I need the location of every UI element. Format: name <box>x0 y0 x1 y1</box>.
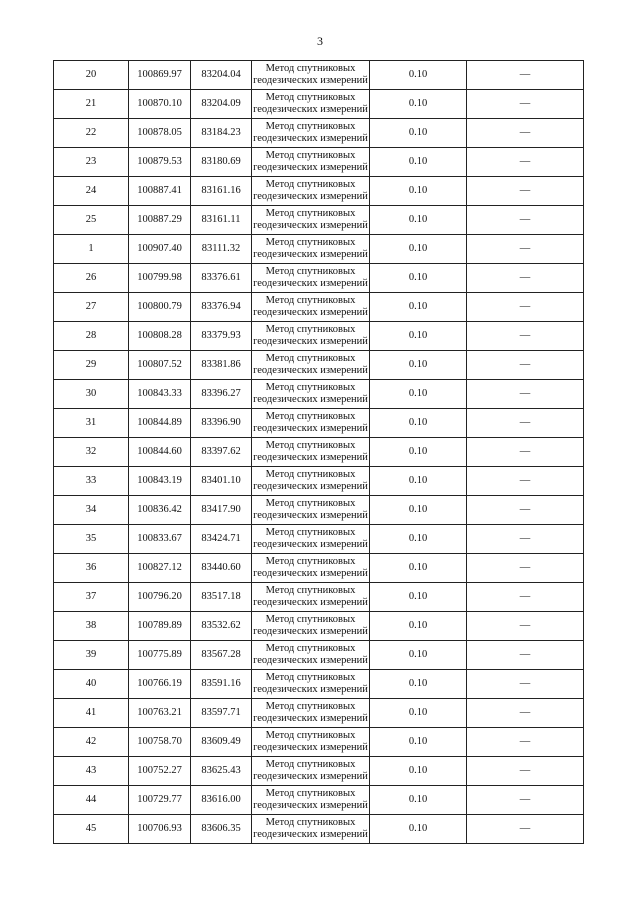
point-number-cell: 44 <box>54 786 129 815</box>
y-coordinate-cell: 83161.11 <box>191 206 252 235</box>
point-number-cell: 39 <box>54 641 129 670</box>
table-row <box>54 235 584 264</box>
description-cell: — <box>467 235 584 264</box>
y-coordinate-cell: 83379.93 <box>191 322 252 351</box>
description-cell: — <box>467 322 584 351</box>
accuracy-cell: 0.10 <box>370 467 467 496</box>
method-cell <box>252 728 370 757</box>
method-cell <box>252 786 370 815</box>
method-cell <box>252 380 370 409</box>
method-line-2: геодезических измерений <box>253 829 368 840</box>
method-line-1: Метод спутниковых <box>265 759 356 770</box>
accuracy-cell: 0.10 <box>370 322 467 351</box>
method-cell <box>252 148 370 177</box>
x-coordinate-cell: 100843.19 <box>129 467 191 496</box>
coordinates-table <box>53 60 584 844</box>
y-coordinate-cell: 83401.10 <box>191 467 252 496</box>
x-coordinate-cell: 100844.89 <box>129 409 191 438</box>
method-cell <box>252 583 370 612</box>
method-line-2: геодезических измерений <box>253 75 368 86</box>
table-row <box>54 525 584 554</box>
method-line-2: геодезических измерений <box>253 510 368 521</box>
method-line-2: геодезических измерений <box>253 713 368 724</box>
point-number-cell: 36 <box>54 554 129 583</box>
method-cell <box>252 670 370 699</box>
accuracy-cell: 0.10 <box>370 177 467 206</box>
method-line-2: геодезических измерений <box>253 133 368 144</box>
method-line-1: Метод спутниковых <box>265 498 356 509</box>
x-coordinate-cell: 100827.12 <box>129 554 191 583</box>
point-number-cell: 35 <box>54 525 129 554</box>
description-cell: — <box>467 496 584 525</box>
x-coordinate-cell: 100907.40 <box>129 235 191 264</box>
accuracy-cell: 0.10 <box>370 612 467 641</box>
x-coordinate-cell: 100833.67 <box>129 525 191 554</box>
description-cell: — <box>467 264 584 293</box>
description-cell: — <box>467 583 584 612</box>
point-number-cell: 41 <box>54 699 129 728</box>
table-row <box>54 641 584 670</box>
method-line-1: Метод спутниковых <box>265 63 356 74</box>
description-cell: — <box>467 380 584 409</box>
x-coordinate-cell: 100789.89 <box>129 612 191 641</box>
accuracy-cell: 0.10 <box>370 90 467 119</box>
point-number-cell: 31 <box>54 409 129 438</box>
method-line-1: Метод спутниковых <box>265 440 356 451</box>
table-row <box>54 699 584 728</box>
accuracy-cell: 0.10 <box>370 786 467 815</box>
method-line-1: Метод спутниковых <box>265 208 356 219</box>
description-cell: — <box>467 61 584 90</box>
description-cell: — <box>467 525 584 554</box>
accuracy-cell: 0.10 <box>370 554 467 583</box>
table-row <box>54 612 584 641</box>
accuracy-cell: 0.10 <box>370 728 467 757</box>
y-coordinate-cell: 83625.43 <box>191 757 252 786</box>
method-line-2: геодезических измерений <box>253 539 368 550</box>
y-coordinate-cell: 83376.61 <box>191 264 252 293</box>
x-coordinate-cell: 100887.29 <box>129 206 191 235</box>
method-line-1: Метод спутниковых <box>265 585 356 596</box>
description-cell: — <box>467 90 584 119</box>
method-line-2: геодезических измерений <box>253 568 368 579</box>
method-line-1: Метод спутниковых <box>265 730 356 741</box>
point-number-cell: 34 <box>54 496 129 525</box>
table-row <box>54 670 584 699</box>
method-line-2: геодезических измерений <box>253 771 368 782</box>
method-cell <box>252 612 370 641</box>
method-line-2: геодезических измерений <box>253 597 368 608</box>
method-line-1: Метод спутниковых <box>265 295 356 306</box>
description-cell: — <box>467 612 584 641</box>
accuracy-cell: 0.10 <box>370 438 467 467</box>
description-cell: — <box>467 177 584 206</box>
table-row <box>54 728 584 757</box>
method-line-2: геодезических измерений <box>253 249 368 260</box>
y-coordinate-cell: 83532.62 <box>191 612 252 641</box>
y-coordinate-cell: 83397.62 <box>191 438 252 467</box>
table-row <box>54 583 584 612</box>
method-line-2: геодезических измерений <box>253 394 368 405</box>
point-number-cell: 23 <box>54 148 129 177</box>
method-line-1: Метод спутниковых <box>265 788 356 799</box>
y-coordinate-cell: 83180.69 <box>191 148 252 177</box>
method-line-2: геодезических измерений <box>253 278 368 289</box>
y-coordinate-cell: 83591.16 <box>191 670 252 699</box>
x-coordinate-cell: 100808.28 <box>129 322 191 351</box>
method-cell <box>252 496 370 525</box>
description-cell: — <box>467 786 584 815</box>
y-coordinate-cell: 83376.94 <box>191 293 252 322</box>
y-coordinate-cell: 83606.35 <box>191 815 252 844</box>
method-cell <box>252 90 370 119</box>
page-number: 3 <box>317 34 323 48</box>
method-line-2: геодезических измерений <box>253 452 368 463</box>
description-cell: — <box>467 815 584 844</box>
description-cell: — <box>467 728 584 757</box>
point-number-cell: 43 <box>54 757 129 786</box>
x-coordinate-cell: 100763.21 <box>129 699 191 728</box>
y-coordinate-cell: 83424.71 <box>191 525 252 554</box>
x-coordinate-cell: 100869.97 <box>129 61 191 90</box>
method-line-2: геодезических измерений <box>253 800 368 811</box>
method-line-1: Метод спутниковых <box>265 643 356 654</box>
method-line-2: геодезических измерений <box>253 336 368 347</box>
y-coordinate-cell: 83204.04 <box>191 61 252 90</box>
accuracy-cell: 0.10 <box>370 641 467 670</box>
x-coordinate-cell: 100729.77 <box>129 786 191 815</box>
accuracy-cell: 0.10 <box>370 409 467 438</box>
y-coordinate-cell: 83567.28 <box>191 641 252 670</box>
method-line-2: геодезических измерений <box>253 307 368 318</box>
point-number-cell: 26 <box>54 264 129 293</box>
table-row <box>54 322 584 351</box>
x-coordinate-cell: 100870.10 <box>129 90 191 119</box>
method-line-2: геодезических измерений <box>253 423 368 434</box>
method-line-1: Метод спутниковых <box>265 411 356 422</box>
accuracy-cell: 0.10 <box>370 293 467 322</box>
x-coordinate-cell: 100758.70 <box>129 728 191 757</box>
method-line-1: Метод спутниковых <box>265 614 356 625</box>
method-cell <box>252 467 370 496</box>
table-row <box>54 148 584 177</box>
point-number-cell: 40 <box>54 670 129 699</box>
method-line-1: Метод спутниковых <box>265 817 356 828</box>
point-number-cell: 22 <box>54 119 129 148</box>
point-number-cell: 29 <box>54 351 129 380</box>
method-line-1: Метод спутниковых <box>265 324 356 335</box>
y-coordinate-cell: 83184.23 <box>191 119 252 148</box>
point-number-cell: 45 <box>54 815 129 844</box>
table-row <box>54 786 584 815</box>
y-coordinate-cell: 83204.09 <box>191 90 252 119</box>
table-row <box>54 61 584 90</box>
x-coordinate-cell: 100796.20 <box>129 583 191 612</box>
description-cell: — <box>467 641 584 670</box>
y-coordinate-cell: 83440.60 <box>191 554 252 583</box>
accuracy-cell: 0.10 <box>370 264 467 293</box>
method-cell <box>252 177 370 206</box>
table-row <box>54 293 584 322</box>
table-row <box>54 757 584 786</box>
accuracy-cell: 0.10 <box>370 757 467 786</box>
point-number-cell: 33 <box>54 467 129 496</box>
table-row <box>54 496 584 525</box>
method-line-1: Метод спутниковых <box>265 266 356 277</box>
method-line-1: Метод спутниковых <box>265 179 356 190</box>
x-coordinate-cell: 100887.41 <box>129 177 191 206</box>
method-line-2: геодезических измерений <box>253 191 368 202</box>
table-row <box>54 409 584 438</box>
accuracy-cell: 0.10 <box>370 525 467 554</box>
method-cell <box>252 757 370 786</box>
description-cell: — <box>467 670 584 699</box>
table-row <box>54 119 584 148</box>
point-number-cell: 28 <box>54 322 129 351</box>
method-line-1: Метод спутниковых <box>265 469 356 480</box>
point-number-cell: 30 <box>54 380 129 409</box>
x-coordinate-cell: 100807.52 <box>129 351 191 380</box>
method-cell <box>252 293 370 322</box>
method-cell <box>252 554 370 583</box>
point-number-cell: 42 <box>54 728 129 757</box>
description-cell: — <box>467 757 584 786</box>
accuracy-cell: 0.10 <box>370 583 467 612</box>
table-row <box>54 380 584 409</box>
description-cell: — <box>467 206 584 235</box>
point-number-cell: 1 <box>54 235 129 264</box>
method-line-1: Метод спутниковых <box>265 353 356 364</box>
method-line-1: Метод спутниковых <box>265 237 356 248</box>
method-cell <box>252 815 370 844</box>
accuracy-cell: 0.10 <box>370 496 467 525</box>
x-coordinate-cell: 100844.60 <box>129 438 191 467</box>
table-row <box>54 264 584 293</box>
description-cell: — <box>467 699 584 728</box>
point-number-cell: 37 <box>54 583 129 612</box>
y-coordinate-cell: 83417.90 <box>191 496 252 525</box>
method-cell <box>252 351 370 380</box>
description-cell: — <box>467 351 584 380</box>
accuracy-cell: 0.10 <box>370 235 467 264</box>
method-cell <box>252 322 370 351</box>
point-number-cell: 24 <box>54 177 129 206</box>
x-coordinate-cell: 100706.93 <box>129 815 191 844</box>
y-coordinate-cell: 83161.16 <box>191 177 252 206</box>
accuracy-cell: 0.10 <box>370 206 467 235</box>
table-row <box>54 815 584 844</box>
y-coordinate-cell: 83396.90 <box>191 409 252 438</box>
method-line-2: геодезических измерений <box>253 365 368 376</box>
accuracy-cell: 0.10 <box>370 670 467 699</box>
method-line-1: Метод спутниковых <box>265 150 356 161</box>
x-coordinate-cell: 100752.27 <box>129 757 191 786</box>
table-row <box>54 351 584 380</box>
method-line-1: Метод спутниковых <box>265 556 356 567</box>
method-cell <box>252 438 370 467</box>
x-coordinate-cell: 100836.42 <box>129 496 191 525</box>
description-cell: — <box>467 554 584 583</box>
method-cell <box>252 264 370 293</box>
table-row <box>54 177 584 206</box>
point-number-cell: 21 <box>54 90 129 119</box>
y-coordinate-cell: 83597.71 <box>191 699 252 728</box>
method-line-2: геодезических измерений <box>253 162 368 173</box>
method-line-1: Метод спутниковых <box>265 382 356 393</box>
method-line-2: геодезических измерений <box>253 481 368 492</box>
method-cell <box>252 119 370 148</box>
table-row <box>54 467 584 496</box>
method-cell <box>252 641 370 670</box>
table-row <box>54 90 584 119</box>
x-coordinate-cell: 100878.05 <box>129 119 191 148</box>
description-cell: — <box>467 438 584 467</box>
description-cell: — <box>467 119 584 148</box>
method-line-2: геодезических измерений <box>253 684 368 695</box>
method-line-2: геодезических измерений <box>253 104 368 115</box>
x-coordinate-cell: 100800.79 <box>129 293 191 322</box>
x-coordinate-cell: 100775.89 <box>129 641 191 670</box>
accuracy-cell: 0.10 <box>370 815 467 844</box>
method-line-2: геодезических измерений <box>253 220 368 231</box>
method-line-2: геодезических измерений <box>253 742 368 753</box>
accuracy-cell: 0.10 <box>370 380 467 409</box>
description-cell: — <box>467 467 584 496</box>
method-line-1: Метод спутниковых <box>265 121 356 132</box>
method-line-1: Метод спутниковых <box>265 527 356 538</box>
method-cell <box>252 61 370 90</box>
y-coordinate-cell: 83381.86 <box>191 351 252 380</box>
method-cell <box>252 206 370 235</box>
method-line-2: геодезических измерений <box>253 626 368 637</box>
method-cell <box>252 409 370 438</box>
y-coordinate-cell: 83609.49 <box>191 728 252 757</box>
coordinates-table-body <box>54 61 584 844</box>
description-cell: — <box>467 148 584 177</box>
accuracy-cell: 0.10 <box>370 148 467 177</box>
table-row <box>54 438 584 467</box>
x-coordinate-cell: 100879.53 <box>129 148 191 177</box>
x-coordinate-cell: 100843.33 <box>129 380 191 409</box>
description-cell: — <box>467 293 584 322</box>
point-number-cell: 38 <box>54 612 129 641</box>
accuracy-cell: 0.10 <box>370 699 467 728</box>
table-row <box>54 554 584 583</box>
y-coordinate-cell: 83517.18 <box>191 583 252 612</box>
point-number-cell: 25 <box>54 206 129 235</box>
y-coordinate-cell: 83111.32 <box>191 235 252 264</box>
accuracy-cell: 0.10 <box>370 119 467 148</box>
accuracy-cell: 0.10 <box>370 351 467 380</box>
accuracy-cell: 0.10 <box>370 61 467 90</box>
method-cell <box>252 525 370 554</box>
method-line-1: Метод спутниковых <box>265 672 356 683</box>
x-coordinate-cell: 100766.19 <box>129 670 191 699</box>
point-number-cell: 20 <box>54 61 129 90</box>
description-cell: — <box>467 409 584 438</box>
method-cell <box>252 235 370 264</box>
method-line-1: Метод спутниковых <box>265 92 356 103</box>
x-coordinate-cell: 100799.98 <box>129 264 191 293</box>
point-number-cell: 27 <box>54 293 129 322</box>
method-cell <box>252 699 370 728</box>
y-coordinate-cell: 83616.00 <box>191 786 252 815</box>
method-line-2: геодезических измерений <box>253 655 368 666</box>
method-line-1: Метод спутниковых <box>265 701 356 712</box>
table-row <box>54 206 584 235</box>
point-number-cell: 32 <box>54 438 129 467</box>
y-coordinate-cell: 83396.27 <box>191 380 252 409</box>
